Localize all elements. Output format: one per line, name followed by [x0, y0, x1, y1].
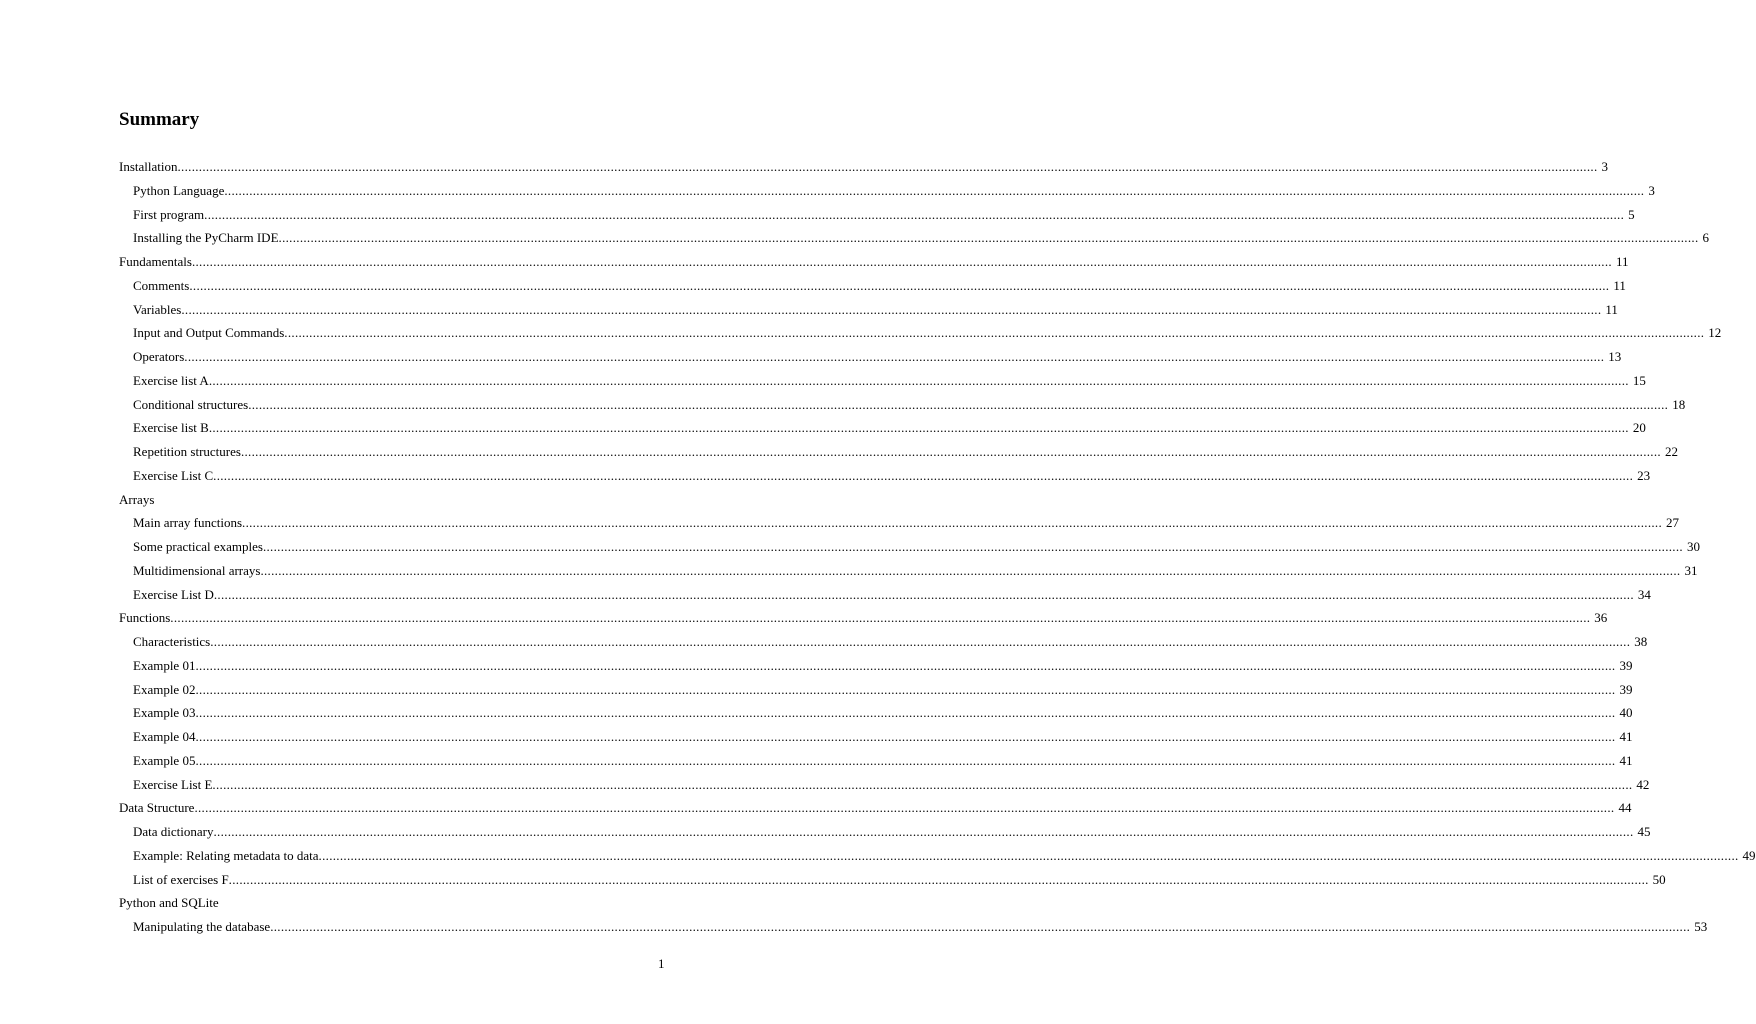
toc-dot-leader: ................................................................................................................................................................................................................................................................................................................................................................................................................: [224, 182, 1645, 198]
toc-dot-leader: ................................................................................................................................................................................................................................................................................................................................................................................................................: [184, 349, 1605, 364]
toc-subsection: [0, 678, 1633, 702]
toc-subsection: [0, 416, 1646, 440]
toc-dot-leader: ................................................................................................................................................................................................................................................................................................................................................................................................................: [195, 705, 1616, 721]
toc-dot-leader: ................................................................................................................................................................................................................................................................................................................................................................................................................: [208, 420, 1629, 436]
toc-subsection: [0, 535, 1700, 559]
toc-subsection: [0, 915, 1708, 939]
toc-entry-label: Input and Output Commands: [133, 325, 285, 341]
toc-entry-page: 40: [1619, 705, 1633, 721]
toc-subsection: [0, 440, 1678, 464]
toc-subsection: [0, 820, 1651, 844]
toc-entry-label: List of exercises F: [133, 871, 229, 887]
toc-entry-label: Example 04: [133, 729, 196, 744]
page-number: 1: [658, 956, 665, 971]
toc-entry-label: Exercise list B: [133, 420, 209, 436]
toc-entry-page: 34: [1637, 586, 1651, 602]
toc-dot-leader: ................................................................................................................................................................................................................................................................................................................................................................................................................: [195, 752, 1616, 768]
toc-subsection: [0, 773, 1650, 797]
toc-entry-label: Comments: [133, 277, 190, 293]
toc-entry-label: Arrays: [119, 491, 155, 507]
toc-dot-leader: ................................................................................................................................................................................................................................................................................................................................................................................................................: [195, 657, 1616, 673]
toc-dot-leader: ................................................................................................................................................................................................................................................................................................................................................................................................................: [278, 230, 1699, 246]
toc-dot-leader: ................................................................................................................................................................................................................................................................................................................................................................................................................: [191, 254, 1612, 269]
toc-entry-label: Exercise List E: [133, 776, 213, 792]
toc-dot-leader: ................................................................................................................................................................................................................................................................................................................................................................................................................: [181, 301, 1602, 317]
toc-entry-page: 30: [1686, 539, 1700, 554]
toc-dot-leader: ................................................................................................................................................................................................................................................................................................................................................................................................................: [204, 206, 1625, 222]
toc-entry-page: 39: [1619, 657, 1633, 673]
toc-entry-label: Manipulating the database: [133, 919, 271, 934]
toc-entry-page: 31: [1684, 562, 1698, 578]
toc-subsection: [0, 203, 1635, 227]
toc-dot-leader: ................................................................................................................................................................................................................................................................................................................................................................................................................: [213, 824, 1634, 839]
toc-entry-label: Multidimensional arrays: [133, 562, 261, 578]
toc-dot-leader: ................................................................................................................................................................................................................................................................................................................................................................................................................: [318, 847, 1739, 863]
toc-entry-page: 41: [1619, 752, 1633, 768]
toc-entry-page: 5: [1628, 206, 1635, 222]
toc-subsection: [0, 226, 1710, 250]
toc-dot-leader: ................................................................................................................................................................................................................................................................................................................................................................................................................: [240, 444, 1661, 459]
toc-entry-label: Installation: [119, 159, 178, 174]
toc-entry-page: 22: [1664, 444, 1678, 459]
toc-dot-leader: ................................................................................................................................................................................................................................................................................................................................................................................................................: [260, 562, 1681, 578]
toc-entry-label: Fundamentals: [119, 254, 192, 269]
toc-dot-leader: ................................................................................................................................................................................................................................................................................................................................................................................................................: [170, 610, 1591, 626]
toc-entry-page: 13: [1608, 349, 1622, 364]
toc-entry-page: 36: [1594, 610, 1608, 626]
toc-entry-label: Example 05: [133, 752, 196, 768]
toc-dot-leader: ................................................................................................................................................................................................................................................................................................................................................................................................................: [270, 919, 1691, 934]
toc-dot-leader: ................................................................................................................................................................................................................................................................................................................................................................................................................: [195, 729, 1616, 744]
toc-entry-label: Data dictionary: [133, 824, 214, 839]
toc-entry-page: 3: [1601, 159, 1608, 174]
toc-entry-label: Installing the PyCharm IDE: [133, 230, 279, 246]
toc-entry-label: Variables: [133, 301, 182, 317]
toc-entry-label: Python and SQLite: [119, 895, 219, 911]
toc-entry-label: Example 03: [133, 705, 196, 721]
toc-section: [0, 155, 1608, 179]
toc-subsection: [0, 701, 1633, 725]
toc-subsection: [0, 393, 1686, 417]
toc-entry-page: 12: [1708, 325, 1722, 341]
toc-entry-label: Characteristics: [133, 634, 211, 649]
toc-dot-leader: ................................................................................................................................................................................................................................................................................................................................................................................................................: [228, 871, 1649, 887]
toc-subsection: [0, 274, 1626, 298]
toc-subsection: [0, 298, 1618, 322]
document-title: Summary: [119, 109, 200, 130]
toc-dot-leader: ................................................................................................................................................................................................................................................................................................................................................................................................................: [189, 277, 1610, 293]
toc-entry-page: 6: [1702, 230, 1710, 246]
toc-dot-leader: ................................................................................................................................................................................................................................................................................................................................................................................................................: [248, 396, 1669, 412]
toc-entry-label: Operators: [133, 349, 185, 364]
toc-subsection: [0, 464, 1651, 488]
toc-entry-label: Example 02: [133, 681, 196, 697]
toc-entry-page: 15: [1632, 372, 1646, 388]
toc-subsection: [0, 654, 1633, 678]
toc-section: [0, 250, 1629, 274]
toc-entry-page: 18: [1672, 396, 1686, 412]
toc-entry-label: Data Structure: [119, 800, 195, 816]
toc-entry-page: 49: [1742, 847, 1756, 863]
toc-dot-leader: ................................................................................................................................................................................................................................................................................................................................................................................................................: [210, 634, 1631, 649]
toc-entry-page: 44: [1618, 800, 1632, 816]
toc-entry-page: 38: [1634, 634, 1648, 649]
toc-entry-label: Exercise List D: [133, 586, 214, 602]
toc-entry-label: Functions: [119, 610, 171, 626]
toc-entry-page: 23: [1637, 467, 1651, 483]
toc-entry-label: Exercise List C: [133, 467, 214, 483]
toc-subsection: [0, 583, 1651, 607]
toc-entry-label: Example: Relating metadata to data: [133, 847, 319, 863]
toc-entry-label: Conditional structures: [133, 396, 249, 412]
toc-entry-page: 45: [1637, 824, 1651, 839]
toc-dot-leader: ................................................................................................................................................................................................................................................................................................................................................................................................................: [213, 467, 1634, 483]
toc-entry-page: 11: [1613, 277, 1626, 293]
toc-subsection: [0, 559, 1698, 583]
toc-subsection: [0, 844, 1756, 868]
toc-section: [0, 488, 768, 512]
toc-dot-leader: ................................................................................................................................................................................................................................................................................................................................................................................................................: [208, 372, 1629, 388]
toc-entry-label: First program: [133, 206, 205, 222]
toc-subsection: [0, 868, 1666, 892]
toc-dot-leader: ................................................................................................................................................................................................................................................................................................................................................................................................................: [242, 515, 1663, 531]
toc-dot-leader: ................................................................................................................................................................................................................................................................................................................................................................................................................: [284, 325, 1705, 341]
toc-entry-page: 41: [1619, 729, 1633, 744]
toc-dot-leader: ................................................................................................................................................................................................................................................................................................................................................................................................................: [195, 681, 1616, 697]
toc-entry-page: 20: [1632, 420, 1646, 436]
toc-entry-label: Main array functions: [133, 515, 243, 531]
table-of-contents: [0, 155, 1756, 939]
toc-dot-leader: ................................................................................................................................................................................................................................................................................................................................................................................................................: [213, 586, 1634, 602]
toc-dot-leader: ................................................................................................................................................................................................................................................................................................................................................................................................................: [262, 539, 1683, 554]
toc-entry-page: 42: [1636, 776, 1650, 792]
toc-section: [0, 606, 1608, 630]
toc-dot-leader: ................................................................................................................................................................................................................................................................................................................................................................................................................: [194, 800, 1615, 816]
toc-subsection: [0, 630, 1648, 654]
toc-entry-page: 50: [1652, 871, 1666, 887]
toc-subsection: [0, 749, 1633, 773]
toc-section: [0, 891, 768, 915]
toc-entry-page: 39: [1619, 681, 1633, 697]
toc-subsection: [0, 369, 1646, 393]
toc-subsection: [0, 179, 1655, 203]
toc-entry-page: 11: [1605, 301, 1618, 317]
toc-dot-leader: ................................................................................................................................................................................................................................................................................................................................................................................................................: [212, 776, 1633, 792]
toc-section: [0, 796, 1632, 820]
toc-entry-page: 27: [1666, 515, 1680, 531]
toc-entry-label: Repetition structures: [133, 444, 241, 459]
toc-entry-label: Python Language: [133, 182, 225, 198]
toc-entry-page: 11: [1615, 254, 1629, 269]
toc-entry-page: 3: [1648, 182, 1655, 198]
toc-entry-page: 53: [1694, 919, 1708, 934]
toc-subsection: [0, 725, 1633, 749]
toc-subsection: [0, 321, 1722, 345]
toc-subsection: [0, 345, 1622, 369]
toc-entry-label: Exercise list A: [133, 372, 209, 388]
toc-dot-leader: ................................................................................................................................................................................................................................................................................................................................................................................................................: [177, 159, 1598, 174]
toc-entry-label: Some practical examples: [133, 539, 263, 554]
toc-entry-label: Example 01: [133, 657, 196, 673]
toc-subsection: [0, 511, 1680, 535]
